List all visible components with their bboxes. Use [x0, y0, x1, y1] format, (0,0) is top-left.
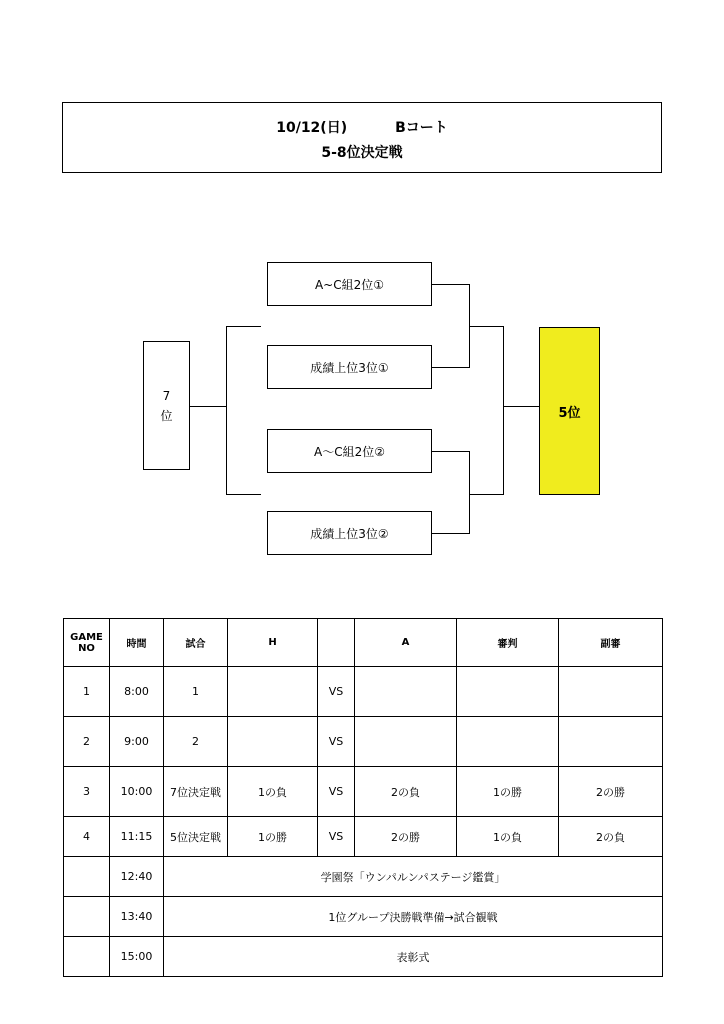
event-no — [64, 937, 110, 977]
bracket-line — [432, 533, 469, 534]
game-home: 1の勝 — [228, 817, 318, 857]
game-no: 1 — [64, 667, 110, 717]
game-no: 2 — [64, 717, 110, 767]
header-game-no-line-1: GAME — [70, 631, 103, 643]
bracket-line — [190, 406, 226, 407]
game-away — [355, 717, 457, 767]
game-referee — [457, 667, 559, 717]
game-referee: 1の負 — [457, 817, 559, 857]
bracket-line — [469, 494, 503, 495]
game-referee: 1の勝 — [457, 767, 559, 817]
header-court: Bコート — [395, 120, 448, 136]
game-sub-referee — [559, 667, 663, 717]
fifth-place-box: 5位 — [539, 327, 600, 495]
game-time: 9:00 — [110, 717, 164, 767]
header-home: H — [228, 619, 318, 667]
header-box — [62, 102, 662, 173]
header-away: A — [355, 619, 457, 667]
game-away: 2の勝 — [355, 817, 457, 857]
game-vs: VS — [318, 717, 355, 767]
game-sub-referee — [559, 717, 663, 767]
game-referee — [457, 717, 559, 767]
table-row — [64, 717, 663, 767]
bracket-line — [226, 326, 227, 495]
game-match: 1 — [164, 667, 228, 717]
game-no: 3 — [64, 767, 110, 817]
bracket-slot-3: A～C組2位② — [267, 429, 432, 473]
event-time: 12:40 — [110, 857, 164, 897]
bracket-line — [503, 326, 504, 495]
game-away: 2の負 — [355, 767, 457, 817]
game-vs: VS — [318, 817, 355, 857]
event-text: 1位グループ決勝戦準備→試合観戦 — [164, 897, 663, 937]
game-time: 11:15 — [110, 817, 164, 857]
event-text: 表彰式 — [164, 937, 663, 977]
game-match: 2 — [164, 717, 228, 767]
event-no — [64, 897, 110, 937]
bracket-line — [432, 367, 469, 368]
game-vs: VS — [318, 667, 355, 717]
bracket-slot-1: A~C組2位① — [267, 262, 432, 306]
event-time: 15:00 — [110, 937, 164, 977]
header-line-1 — [63, 117, 661, 137]
header-referee: 審判 — [457, 619, 559, 667]
bracket-line — [469, 326, 503, 327]
bracket-line — [503, 406, 539, 407]
seventh-place-number: 7 — [162, 388, 171, 403]
seventh-place-box — [143, 341, 190, 470]
header-date: 10/12(日) — [276, 120, 348, 136]
table-row — [64, 767, 663, 817]
event-time: 13:40 — [110, 897, 164, 937]
header-sub-referee: 副審 — [559, 619, 663, 667]
table-header-row — [64, 619, 663, 667]
bracket-line — [432, 451, 469, 452]
header-time: 時間 — [110, 619, 164, 667]
game-home — [228, 717, 318, 767]
bracket-line — [432, 284, 469, 285]
game-away — [355, 667, 457, 717]
header-title: 5-8位決定戦 — [321, 145, 403, 161]
header-game-no-line-2: NO — [78, 642, 95, 654]
header-match: 試合 — [164, 619, 228, 667]
schedule-table — [63, 618, 663, 977]
game-sub-referee: 2の負 — [559, 817, 663, 857]
game-home: 1の負 — [228, 767, 318, 817]
bracket-slot-2: 成績上位3位① — [267, 345, 432, 389]
game-match: 5位決定戦 — [164, 817, 228, 857]
table-row — [64, 667, 663, 717]
header-vs — [318, 619, 355, 667]
bracket-line — [226, 326, 261, 327]
game-no: 4 — [64, 817, 110, 857]
bracket-slot-4: 成績上位3位② — [267, 511, 432, 555]
bracket-line — [469, 451, 470, 534]
game-time: 10:00 — [110, 767, 164, 817]
game-vs: VS — [318, 767, 355, 817]
game-home — [228, 667, 318, 717]
table-row — [64, 817, 663, 857]
event-row — [64, 857, 663, 897]
game-time: 8:00 — [110, 667, 164, 717]
event-text: 学園祭「ウンパルンパステージ鑑賞」 — [164, 857, 663, 897]
seventh-place-label: 位 — [160, 408, 173, 423]
game-match: 7位決定戦 — [164, 767, 228, 817]
event-row — [64, 937, 663, 977]
game-sub-referee: 2の勝 — [559, 767, 663, 817]
header-game-no — [64, 619, 110, 667]
event-no — [64, 857, 110, 897]
bracket-line — [226, 494, 261, 495]
event-row — [64, 897, 663, 937]
